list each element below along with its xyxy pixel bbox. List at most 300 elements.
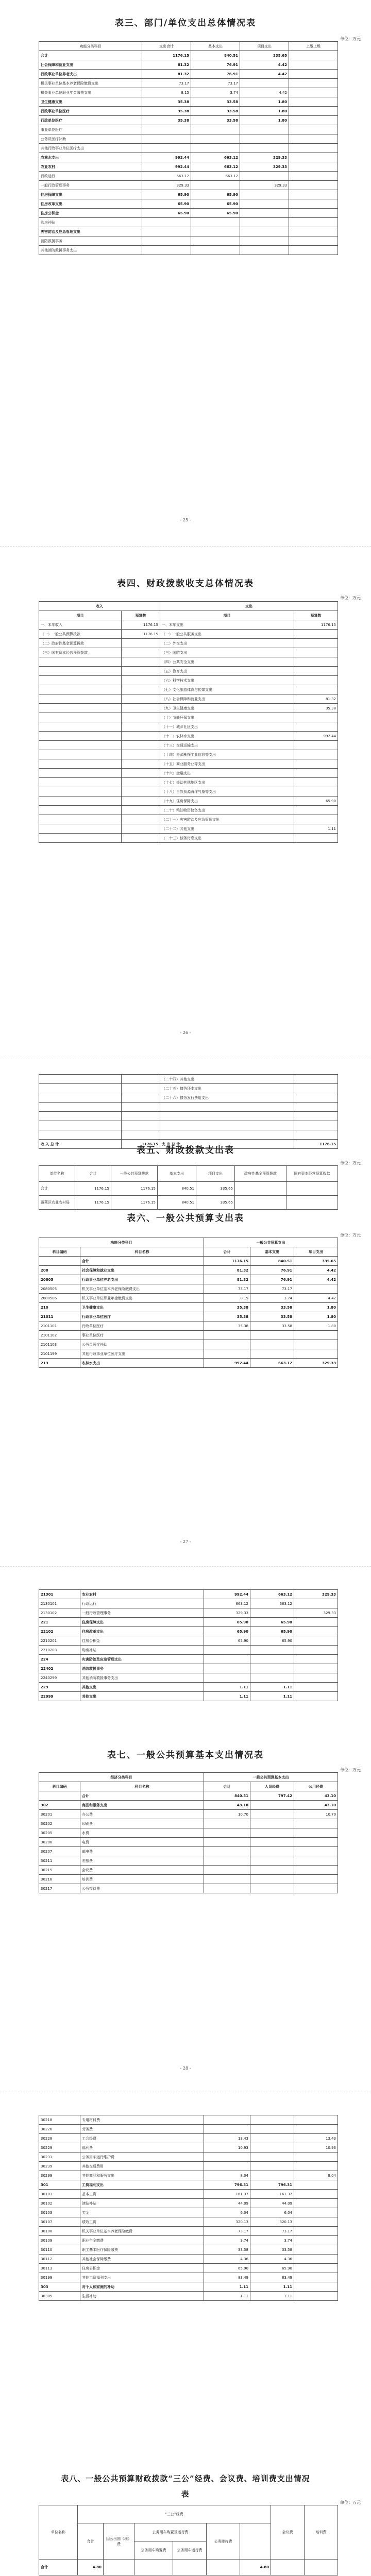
- table-cell: [294, 1627, 338, 1636]
- table-cell: 43.10: [294, 1791, 338, 1801]
- table-cell: [289, 79, 338, 88]
- table-cell: 30305: [39, 2292, 80, 2301]
- table-cell: 农林水支出: [80, 1359, 204, 1368]
- table-cell: 1176.15: [122, 620, 160, 630]
- table-cell: [207, 2560, 240, 2575]
- table-cell: 1.11: [204, 2292, 250, 2301]
- table-row: [39, 1321, 338, 1331]
- table-cell: 44.09: [204, 2199, 250, 2208]
- table-cell: 33.58: [250, 1321, 294, 1331]
- table-cell: 81.32: [294, 694, 338, 704]
- table-cell: 其他商品和服务支出: [80, 2171, 204, 2180]
- table-cell: [294, 2208, 338, 2217]
- table-cell: 840.51: [191, 51, 240, 60]
- table-cell: [39, 1103, 122, 1112]
- table-row: [39, 2162, 338, 2171]
- table-cell: （二十四）其他支出: [160, 1075, 294, 1084]
- table-cell: [250, 1856, 294, 1866]
- table-row: [39, 1359, 338, 1368]
- table-row: [39, 60, 338, 70]
- table-row: [39, 1084, 338, 1093]
- table-cell: 8.04: [204, 2171, 250, 2180]
- table-cell: 81.32: [204, 1275, 250, 1284]
- table-cell: 65.90: [204, 2264, 250, 2273]
- table-row: [39, 162, 338, 172]
- table-cell: 1.11: [204, 2282, 250, 2292]
- table-row: [39, 732, 338, 741]
- table6: [39, 1238, 338, 1368]
- table-cell: [142, 246, 191, 255]
- table-cell: [289, 162, 338, 172]
- table-cell: 76.91: [250, 1275, 294, 1284]
- table-cell: [39, 769, 122, 778]
- table-cell: [122, 657, 160, 667]
- header-cell: 项目支出: [294, 1247, 338, 1257]
- table-cell: [294, 1636, 338, 1646]
- table-cell: [191, 246, 240, 255]
- table-cell: 印刷费: [80, 1819, 204, 1828]
- table-row: [39, 834, 338, 843]
- table-cell: （二十一）灾害防治及应急管理支出: [160, 815, 294, 824]
- header-cell: 预算数: [294, 611, 338, 620]
- table-cell: 1176.15: [111, 1182, 158, 1196]
- table-cell: 行政单位医疗: [80, 1321, 204, 1331]
- table-cell: [294, 2273, 338, 2282]
- table-cell: 生活补助: [80, 2292, 204, 2301]
- table-cell: [39, 834, 122, 843]
- table-row: [39, 815, 338, 824]
- table-row: [39, 750, 338, 759]
- table-row: [39, 1182, 338, 1196]
- table-cell: [39, 778, 122, 787]
- table-cell: [122, 759, 160, 769]
- table-cell: [240, 236, 289, 246]
- table-row: [39, 722, 338, 732]
- table-cell: [294, 2292, 338, 2301]
- table-cell: 663.12: [142, 172, 191, 181]
- table-cell: [39, 685, 122, 694]
- header-row: [39, 1782, 338, 1791]
- table-cell: [240, 134, 289, 144]
- table-cell: 合计: [39, 51, 142, 60]
- table-cell: 663.12: [191, 153, 240, 162]
- table-cell: 33.58: [204, 2245, 250, 2255]
- table5-unit: 单位：万元: [340, 1161, 361, 1165]
- table7-unit: 单位：万元: [340, 1768, 361, 1772]
- header-cell: 一般公共预算基本支出: [204, 1773, 338, 1782]
- table-cell: 社会保障和就业支出: [39, 60, 142, 70]
- table-cell: 事业单位医疗: [80, 1331, 204, 1340]
- table3-title: 表三、部门/单位支出总体情况表: [114, 18, 257, 28]
- table-cell: 其他行政事业单位医疗支出: [39, 144, 142, 153]
- table-cell: 2240299: [39, 1673, 80, 1683]
- table-cell: 329.33: [294, 1590, 338, 1599]
- table-cell: 35.38: [204, 1312, 250, 1321]
- table-row: [39, 51, 338, 60]
- table-row: [39, 2208, 338, 2217]
- table-cell: [122, 1093, 160, 1103]
- table-row: [39, 2282, 338, 2292]
- table-cell: 83.49: [250, 2273, 294, 2282]
- table-cell: [250, 1810, 294, 1819]
- header-cell: 项目: [39, 611, 122, 620]
- table6-title: 表六、一般公共预算支出表: [127, 1213, 244, 1224]
- table-row: [39, 181, 338, 190]
- table-cell: 合计: [39, 2560, 78, 2575]
- table-cell: [294, 1618, 338, 1627]
- table-row: [39, 1294, 338, 1303]
- table-cell: 992.44: [294, 732, 338, 741]
- table-row: [39, 1866, 338, 1875]
- table-cell: 行政单位医疗: [39, 116, 142, 125]
- table-cell: 住房公积金: [80, 2264, 204, 2273]
- page-number: - 28 -: [180, 2066, 191, 2071]
- table4-continued: [39, 1074, 338, 1149]
- table-row: [39, 778, 338, 787]
- table-cell: [286, 1182, 338, 1196]
- table-cell: 一、本年收入: [39, 620, 122, 630]
- table-row: [39, 1838, 338, 1847]
- table-cell: [294, 2162, 338, 2171]
- table-cell: 8.15: [204, 1294, 250, 1303]
- table-row: [39, 1075, 338, 1084]
- table-cell: （十五）商业服务业等支出: [160, 759, 294, 769]
- table-cell: 其他支出: [80, 1692, 204, 1701]
- table-cell: [204, 1847, 250, 1856]
- table-row: [39, 685, 338, 694]
- header-cell: “三公”经费: [78, 2505, 271, 2523]
- table-cell: [294, 2217, 338, 2227]
- table-cell: 797.42: [250, 1791, 294, 1801]
- table-cell: 65.90: [191, 190, 240, 199]
- table-cell: 2080506: [39, 1294, 80, 1303]
- table-cell: 35.38: [142, 116, 191, 125]
- table-cell: [294, 1847, 338, 1856]
- table-row: [39, 1340, 338, 1349]
- table-cell: 6.04: [204, 2208, 250, 2217]
- table-cell: 一、本年支出: [160, 620, 294, 630]
- header-row: [39, 42, 338, 51]
- table-cell: [142, 236, 191, 246]
- table-cell: [122, 750, 160, 759]
- table-cell: 公务员医疗补助: [39, 134, 142, 144]
- header-cell: 功能分类科目: [39, 1238, 204, 1247]
- table-cell: [294, 787, 338, 796]
- header-cell: 基本支出: [191, 42, 240, 51]
- table-cell: [289, 190, 338, 199]
- table-cell: 663.12: [204, 1599, 250, 1608]
- table-cell: [39, 694, 122, 704]
- table-cell: [289, 199, 338, 209]
- table-cell: [250, 1673, 294, 1683]
- table-cell: [294, 1084, 338, 1093]
- table-cell: [294, 1828, 338, 1838]
- table-cell: [142, 125, 191, 134]
- header-row: [39, 1773, 338, 1782]
- table-cell: 992.44: [204, 1590, 250, 1599]
- table-cell: （二十二）其他支出: [160, 824, 294, 834]
- table-cell: [204, 1340, 250, 1349]
- table-cell: 3.74: [204, 2236, 250, 2245]
- table-cell: 33.58: [191, 97, 240, 107]
- table-cell: 65.90: [204, 1627, 250, 1636]
- table-row: [39, 639, 338, 648]
- table-cell: 73.17: [191, 79, 240, 88]
- table-cell: [173, 2560, 207, 2575]
- table-cell: 65.90: [250, 2264, 294, 2273]
- table-row: [39, 806, 338, 815]
- table-cell: [294, 639, 338, 648]
- table-cell: [122, 732, 160, 741]
- header-cell: 公务用车购置及运行费: [134, 2523, 207, 2541]
- table-cell: 工资福利支出: [80, 2180, 204, 2190]
- table-cell: 81.32: [142, 60, 191, 70]
- table-cell: 224: [39, 1655, 80, 1664]
- table-cell: 663.12: [250, 1359, 294, 1368]
- table-cell: 1.80: [294, 1312, 338, 1321]
- table-cell: （二）政府性基金预算拨款: [39, 639, 122, 648]
- table-cell: （五）教育支出: [160, 667, 294, 676]
- table3: [39, 41, 338, 255]
- table-cell: 76.91: [191, 60, 240, 70]
- table-cell: 320.13: [204, 2217, 250, 2227]
- table-cell: [122, 685, 160, 694]
- table-cell: 购房补贴: [80, 1646, 204, 1655]
- table-cell: 机关事业单位职业年金缴费支出: [39, 88, 142, 97]
- table-cell: [142, 134, 191, 144]
- header-cell: 政府性基金预算拨款: [235, 1166, 286, 1182]
- table-cell: 水费: [80, 1828, 204, 1838]
- table-cell: [122, 741, 160, 750]
- table-cell: 其他工资福利支出: [80, 2273, 204, 2282]
- table-cell: 65.90: [204, 1618, 250, 1627]
- table-row: [39, 1196, 338, 1210]
- table-cell: 30109: [39, 2236, 80, 2245]
- table-cell: [122, 704, 160, 713]
- table-cell: 1.80: [240, 97, 289, 107]
- table-cell: [294, 1819, 338, 1828]
- header-cell: 科目名称: [80, 1247, 204, 1257]
- table-row: [39, 1627, 338, 1636]
- table-cell: 840.51: [204, 1791, 250, 1801]
- table-cell: [240, 125, 289, 134]
- table-cell: （八）社会保障和就业支出: [160, 694, 294, 704]
- table-cell: [294, 2115, 338, 2125]
- table-cell: [39, 1084, 122, 1093]
- table-cell: 工会经费: [80, 2134, 204, 2143]
- table-cell: （十三）交通运输支出: [160, 741, 294, 750]
- table-cell: 1.11: [250, 1683, 294, 1692]
- table-cell: [294, 1599, 338, 1608]
- table-row: [39, 787, 338, 796]
- table-cell: （一）一般公共预算拨款: [39, 630, 122, 639]
- table-cell: 335.65: [196, 1182, 235, 1196]
- header-cell: 公务用车运行费: [173, 2541, 207, 2560]
- header-cell: 人员经费: [250, 1782, 294, 1791]
- table-cell: [191, 125, 240, 134]
- income-header: 收入: [39, 602, 160, 611]
- table-row: [39, 116, 338, 125]
- table8: [39, 2505, 338, 2575]
- table-cell: 住房改革支出: [39, 199, 142, 209]
- table-cell: 公务员医疗补助: [80, 1340, 204, 1349]
- table-cell: 2130101: [39, 1599, 80, 1608]
- table-cell: 一般行政管理事务: [39, 181, 142, 190]
- table-cell: [204, 1349, 250, 1359]
- table-cell: 35.38: [204, 1303, 250, 1312]
- table-cell: 992.44: [204, 1359, 250, 1368]
- table-cell: [294, 713, 338, 722]
- table-cell: [294, 1683, 338, 1692]
- header-cell: 一般公共预算支出: [204, 1238, 338, 1247]
- header-cell: 公务用车购置费: [134, 2541, 173, 2560]
- table-cell: [122, 1103, 160, 1112]
- table-cell: 302: [39, 1801, 80, 1810]
- table-cell: 机关事业单位基本养老保险缴费支出: [39, 79, 142, 88]
- table-cell: 消防救援事务: [80, 1664, 204, 1673]
- table-row: [39, 796, 338, 806]
- table-cell: [294, 676, 338, 685]
- table-cell: [122, 667, 160, 676]
- table-cell: 住房公积金: [39, 209, 142, 218]
- table-row: [39, 824, 338, 834]
- table-row: [39, 1692, 338, 1701]
- table-row: [39, 172, 338, 181]
- table-cell: 796.31: [250, 2180, 294, 2190]
- header-cell: 合计: [75, 1166, 111, 1182]
- table-row: [39, 1810, 338, 1819]
- table-cell: 30102: [39, 2199, 80, 2208]
- table-row: [39, 1112, 338, 1121]
- table-cell: [250, 2162, 294, 2171]
- table-cell: 65.90: [142, 209, 191, 218]
- table-cell: （二十）粮油物资储备支出: [160, 806, 294, 815]
- table6-continued: [39, 1589, 338, 1701]
- table-cell: [122, 787, 160, 796]
- table-cell: 1.11: [204, 1692, 250, 1701]
- table-row: [39, 70, 338, 79]
- table-cell: [289, 125, 338, 134]
- table-row: [39, 1257, 338, 1266]
- table-cell: [39, 732, 122, 741]
- table-cell: （十九）住房保障支出: [160, 796, 294, 806]
- table-row: [39, 1093, 338, 1103]
- table-cell: 2101101: [39, 1321, 80, 1331]
- table-cell: 职业年金缴费: [80, 2236, 204, 2245]
- table-cell: 840.51: [158, 1196, 196, 1210]
- table-row: [39, 620, 338, 630]
- table4-unit: 单位：万元: [340, 596, 361, 600]
- table-row: [39, 1655, 338, 1664]
- table-cell: 65.90: [204, 1636, 250, 1646]
- header-cell: 项目: [160, 611, 294, 620]
- table3-unit: 单位：万元: [340, 37, 361, 41]
- table-cell: 73.17: [250, 2227, 294, 2236]
- table-row: [39, 1847, 338, 1856]
- table-cell: [294, 1112, 338, 1121]
- table-cell: 30103: [39, 2208, 80, 2217]
- table-cell: 住房改革支出: [80, 1627, 204, 1636]
- table-cell: 福利费: [80, 2143, 204, 2153]
- table-row: [39, 1349, 338, 1359]
- table-cell: 10.70: [294, 1810, 338, 1819]
- table-cell: [39, 806, 122, 815]
- table-cell: [204, 2115, 250, 2125]
- header-cell: 合计: [204, 1247, 250, 1257]
- table-cell: 4.80: [78, 2560, 104, 2575]
- table-cell: 303: [39, 2282, 80, 2292]
- table-cell: [204, 1673, 250, 1683]
- table-row: [39, 1121, 338, 1130]
- table-cell: 22402: [39, 1664, 80, 1673]
- table-cell: 30231: [39, 2153, 80, 2162]
- header-cell: 支出合计: [142, 42, 191, 51]
- table-cell: [204, 1866, 250, 1875]
- table-cell: [39, 824, 122, 834]
- table-cell: 合计: [80, 1791, 204, 1801]
- table-cell: [39, 815, 122, 824]
- header-cell: 功能分类科目: [39, 42, 142, 51]
- table-cell: 2210201: [39, 1636, 80, 1646]
- table-row: [39, 667, 338, 676]
- table-cell: 30108: [39, 2227, 80, 2236]
- table-cell: [289, 88, 338, 97]
- table-row: [39, 1801, 338, 1810]
- table-cell: [250, 2143, 294, 2153]
- table-cell: 161.37: [250, 2190, 294, 2199]
- table-cell: 1.11: [250, 2282, 294, 2292]
- table-cell: 邮电费: [80, 1847, 204, 1856]
- table-row: [39, 134, 338, 144]
- table-cell: [204, 1819, 250, 1828]
- table-cell: 电费: [80, 1838, 204, 1847]
- table-cell: 灾害防治及应急管理支出: [80, 1655, 204, 1664]
- table-cell: [160, 1103, 294, 1112]
- table-row: [39, 2180, 338, 2190]
- table-cell: 65.90: [294, 796, 338, 806]
- table-cell: 2101102: [39, 1331, 80, 1340]
- table-cell: [250, 2153, 294, 2162]
- table-row: [39, 190, 338, 199]
- table-cell: [289, 227, 338, 236]
- table-cell: （十六）金融支出: [160, 769, 294, 778]
- table-cell: 992.44: [142, 162, 191, 172]
- table8-title-line2: 表: [181, 2489, 190, 2499]
- table-row: [39, 1828, 338, 1838]
- table-cell: [250, 1646, 294, 1655]
- table-cell: [122, 676, 160, 685]
- table-cell: 10.93: [294, 2143, 338, 2153]
- table-cell: 30107: [39, 2217, 80, 2227]
- table-cell: 公务用车运行维护费: [80, 2153, 204, 2162]
- table-cell: [250, 1875, 294, 1884]
- table-cell: [160, 1130, 294, 1140]
- table7-title: 表七、一般公共预算基本支出情况表: [107, 1750, 264, 1760]
- table-cell: [294, 1884, 338, 1893]
- table-cell: 3.74: [250, 2236, 294, 2245]
- table-row: [39, 218, 338, 227]
- table-cell: [39, 1093, 122, 1103]
- table-cell: 专用材料费: [80, 2115, 204, 2125]
- table-cell: 329.33: [204, 1608, 250, 1618]
- table-cell: [39, 704, 122, 713]
- table-cell: [286, 1196, 338, 1210]
- table-cell: [122, 806, 160, 815]
- table-cell: 合计: [80, 1257, 204, 1266]
- header-row: [39, 1247, 338, 1257]
- header-cell: 合计: [78, 2523, 104, 2560]
- table-cell: 劳务费: [80, 2125, 204, 2134]
